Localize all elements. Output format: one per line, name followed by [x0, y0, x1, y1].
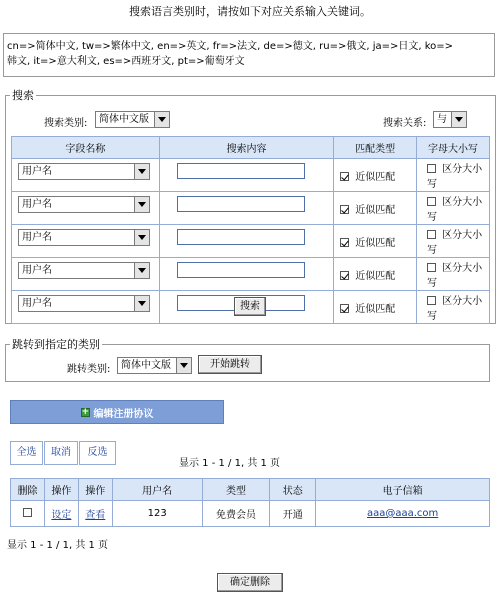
- search-legend: 搜索: [12, 89, 34, 102]
- search-content-input[interactable]: [177, 196, 305, 212]
- column-header: 电子信箱: [316, 479, 490, 501]
- fuzzy-match-label: 近似匹配: [355, 171, 396, 183]
- search-category-select[interactable]: [95, 111, 170, 128]
- fuzzy-match-checkbox[interactable]: [340, 271, 349, 280]
- username-cell: 123: [112, 501, 202, 527]
- search-relation-label: 搜索关系:: [383, 118, 427, 129]
- table-row: [11, 501, 490, 527]
- jump-category-label: 跳转类别:: [67, 364, 111, 375]
- search-criteria-row: [12, 225, 490, 258]
- field-name-value: 用户名: [22, 232, 52, 243]
- search-criteria-table: [11, 136, 490, 324]
- column-header: 操作: [78, 479, 112, 501]
- select-all-button[interactable]: 全选: [10, 441, 43, 465]
- cancel-selection-button[interactable]: 取消: [44, 441, 78, 465]
- case-sensitive-label: 区分大小写: [427, 164, 483, 190]
- fuzzy-match-label: 近似匹配: [355, 303, 396, 315]
- column-header: 搜索内容: [159, 137, 334, 159]
- fuzzy-match-checkbox[interactable]: [340, 304, 349, 313]
- chevron-down-icon: [134, 197, 149, 212]
- case-sensitive-checkbox[interactable]: [427, 164, 436, 173]
- search-content-input[interactable]: [177, 163, 305, 179]
- field-name-value: 用户名: [22, 199, 52, 210]
- jump-legend: 跳转到指定的类别: [12, 338, 100, 351]
- fuzzy-match-checkbox[interactable]: [340, 172, 349, 181]
- field-name-select[interactable]: [18, 163, 150, 180]
- language-code-box: [3, 33, 495, 77]
- email-link[interactable]: aaa@aaa.com: [366, 508, 439, 519]
- confirm-delete-button[interactable]: 确定删除: [217, 573, 283, 592]
- delete-checkbox[interactable]: [23, 508, 32, 517]
- view-link[interactable]: 查看: [85, 510, 106, 521]
- edit-agreement-button[interactable]: [10, 400, 224, 424]
- language-map-line-1: cn=>简体中文, tw=>繁体中文, en=>英文, fr=>法文, de=>德文, ru=>俄文, ja=>日文, ko=>: [7, 41, 454, 52]
- column-header: 用户名: [112, 479, 202, 501]
- fuzzy-match-checkbox[interactable]: [340, 205, 349, 214]
- edit-agreement-label: 编辑注册协议: [93, 408, 154, 420]
- pagination-bottom: 显示 1 - 1 / 1, 共 1 页: [7, 540, 109, 551]
- case-sensitive-checkbox[interactable]: [427, 230, 436, 239]
- start-jump-button[interactable]: 开始跳转: [198, 355, 262, 374]
- field-name-select[interactable]: [18, 295, 150, 312]
- column-header: 类型: [202, 479, 270, 501]
- search-button[interactable]: 搜索: [234, 297, 266, 316]
- search-relation-value: 与: [437, 114, 447, 125]
- search-category-value: 简体中文版: [99, 114, 149, 125]
- chevron-down-icon: [134, 230, 149, 245]
- column-header: 匹配类型: [334, 137, 417, 159]
- search-criteria-row: [12, 159, 490, 192]
- chevron-down-icon: [154, 112, 169, 127]
- search-criteria-row: [12, 258, 490, 291]
- field-name-value: 用户名: [22, 298, 52, 309]
- field-name-select[interactable]: [18, 262, 150, 279]
- case-sensitive-checkbox[interactable]: [427, 296, 436, 305]
- chevron-down-icon: [176, 358, 191, 373]
- fuzzy-match-label: 近似匹配: [355, 270, 396, 282]
- case-sensitive-label: 区分大小写: [427, 230, 483, 256]
- type-cell: 免费会员: [202, 501, 270, 527]
- fuzzy-match-checkbox[interactable]: [340, 238, 349, 247]
- search-criteria-row: [12, 192, 490, 225]
- invert-selection-button[interactable]: 反选: [79, 441, 116, 465]
- fuzzy-match-label: 近似匹配: [355, 204, 396, 216]
- instruction-text: 搜索语言类别时，请按如下对应关系输入关键词。: [129, 5, 371, 18]
- search-content-input[interactable]: [177, 262, 305, 278]
- case-sensitive-label: 区分大小写: [427, 263, 483, 289]
- field-name-value: 用户名: [22, 166, 52, 177]
- column-header: 字母大小写: [417, 137, 490, 159]
- jump-category-select[interactable]: [117, 357, 192, 374]
- field-name-select[interactable]: [18, 196, 150, 213]
- case-sensitive-checkbox[interactable]: [427, 197, 436, 206]
- fuzzy-match-label: 近似匹配: [355, 237, 396, 249]
- case-sensitive-label: 区分大小写: [427, 296, 483, 322]
- plus-icon: +: [81, 406, 90, 417]
- column-header: 状态: [270, 479, 316, 501]
- chevron-down-icon: [134, 296, 149, 311]
- field-name-select[interactable]: [18, 229, 150, 246]
- column-header: 字段名称: [12, 137, 160, 159]
- results-table: [10, 478, 490, 527]
- search-content-input[interactable]: [177, 229, 305, 245]
- case-sensitive-label: 区分大小写: [427, 197, 483, 223]
- jump-category-value: 简体中文版: [121, 360, 171, 371]
- pagination-top: 显示 1 - 1 / 1, 共 1 页: [179, 458, 281, 469]
- search-relation-select[interactable]: [433, 111, 467, 128]
- status-cell: 开通: [270, 501, 316, 527]
- field-name-value: 用户名: [22, 265, 52, 276]
- chevron-down-icon: [134, 164, 149, 179]
- chevron-down-icon: [134, 263, 149, 278]
- case-sensitive-checkbox[interactable]: [427, 263, 436, 272]
- chevron-down-icon: [451, 112, 466, 127]
- search-category-label: 搜索类别:: [44, 118, 88, 129]
- column-header: 操作: [44, 479, 78, 501]
- language-map-line-2: 韩文, it=>意大利文, es=>西班牙文, pt=>葡萄牙文: [7, 56, 245, 67]
- set-link[interactable]: 设定: [51, 510, 72, 521]
- column-header: 删除: [11, 479, 45, 501]
